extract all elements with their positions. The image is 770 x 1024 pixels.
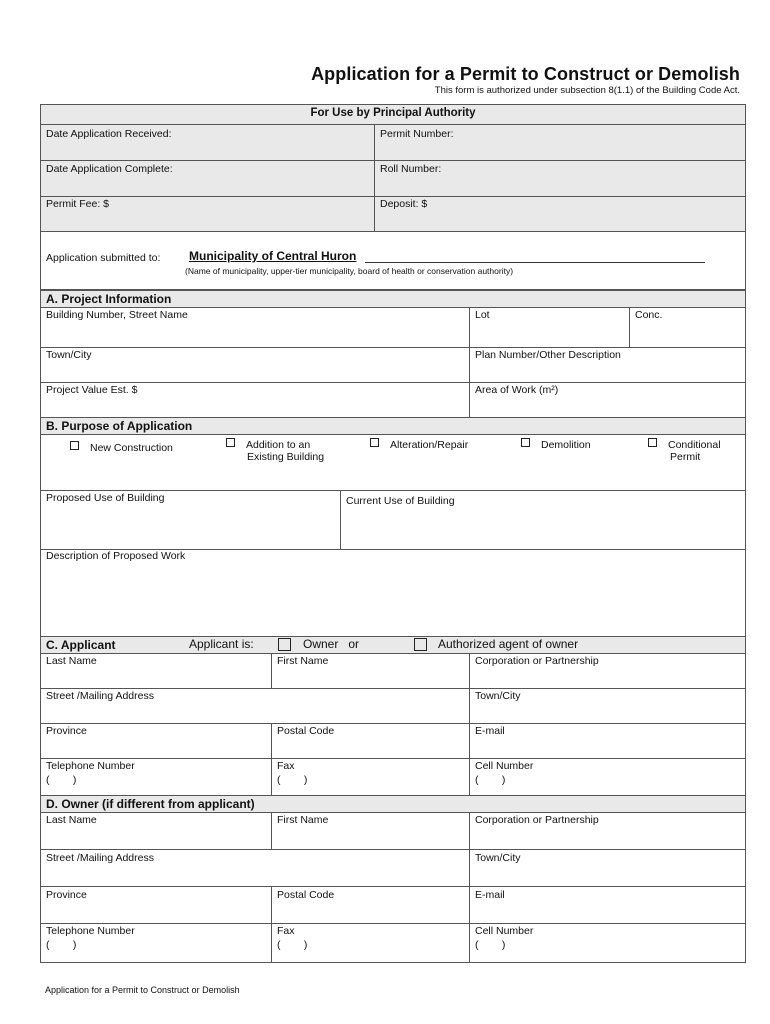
owner-postal-label: Postal Code (277, 889, 335, 901)
checkbox-icon[interactable] (226, 438, 235, 447)
date-received-label: Date Application Received: (46, 128, 172, 140)
form-title: Application for a Permit to Construct or Demolish (311, 64, 740, 84)
plan-number-label: Plan Number/Other Description (475, 349, 621, 361)
applicant-heading: C. Applicant (46, 638, 116, 652)
town-city-field[interactable] (40, 347, 470, 383)
project-heading: A. Project Information (46, 292, 172, 306)
checkbox-icon[interactable] (370, 438, 379, 447)
applicant-email-field[interactable] (469, 723, 746, 759)
conc-label: Conc. (635, 309, 663, 321)
roll-number-label: Roll Number: (380, 163, 442, 175)
current-use-label: Current Use of Building (346, 495, 455, 507)
page-footer: Application for a Permit to Construct or Demolish (45, 985, 240, 995)
applicant-cell-area: ( ) (475, 774, 506, 786)
applicant-postal-label: Postal Code (277, 725, 335, 737)
lot-field[interactable] (469, 307, 630, 348)
description-label: Description of Proposed Work (46, 550, 186, 562)
checkbox-icon[interactable] (648, 438, 657, 447)
municipality-underline (365, 262, 705, 263)
applicant-telephone-area: ( ) (46, 774, 77, 786)
owner-corporation-label: Corporation or Partnership (475, 814, 599, 826)
owner-telephone-area: ( ) (46, 939, 77, 951)
proposed-use-label: Proposed Use of Building (46, 492, 165, 504)
applicant-email-label: E-mail (475, 725, 505, 737)
form-subtitle: This form is authorized under subsection 8(1.1) of the Building Code Act. (434, 85, 740, 96)
applicant-first-name-label: First Name (277, 655, 329, 667)
agent-checkbox[interactable] (414, 638, 427, 651)
owner-last-name-label: Last Name (46, 814, 97, 826)
applicant-fax-label: Fax (277, 760, 295, 772)
submitted-to-label: Application submitted to: (46, 252, 161, 264)
area-of-work-label: Area of Work (m²) (475, 384, 559, 396)
applicant-corporation-label: Corporation or Partnership (475, 655, 599, 667)
owner-province-label: Province (46, 889, 87, 901)
date-complete-label: Date Application Complete: (46, 163, 173, 175)
owner-town-label: Town/City (475, 852, 521, 864)
option-demolition[interactable]: Demolition (521, 438, 591, 452)
applicant-province-label: Province (46, 725, 87, 737)
checkbox-icon[interactable] (521, 438, 530, 447)
checkbox-icon[interactable] (70, 441, 79, 450)
town-city-label: Town/City (46, 349, 92, 361)
applicant-street-label: Street /Mailing Address (46, 690, 154, 702)
option-addition-line2: Existing Building (247, 451, 325, 463)
municipality-name: Municipality of Central Huron (189, 249, 357, 263)
deposit-field[interactable] (374, 196, 746, 232)
applicant-last-name-label: Last Name (46, 655, 97, 667)
option-conditional[interactable]: Conditional (648, 438, 721, 452)
owner-checkbox[interactable] (278, 638, 291, 651)
applicant-heading-bar (40, 636, 746, 654)
authority-heading: For Use by Principal Authority (310, 107, 476, 119)
owner-cell-area: ( ) (475, 939, 506, 951)
permit-number-label: Permit Number: (380, 128, 454, 140)
option-conditional-line2: Permit (670, 451, 701, 463)
owner-or-label: Owner or (303, 637, 360, 651)
applicant-telephone-label: Telephone Number (46, 760, 135, 772)
purpose-heading: B. Purpose of Application (46, 419, 193, 433)
agent-label: Authorized agent of owner (438, 637, 579, 651)
deposit-label: Deposit: $ (380, 198, 428, 210)
applicant-fax-area: ( ) (277, 774, 308, 786)
permit-fee-label: Permit Fee: $ (46, 198, 110, 210)
owner-cell-label: Cell Number (475, 925, 534, 937)
municipality-note: (Name of municipality, upper-tier municipality, board of health or conservation authority) (185, 266, 514, 276)
applicant-town-label: Town/City (475, 690, 521, 702)
building-street-label: Building Number, Street Name (46, 309, 188, 321)
owner-first-name-label: First Name (277, 814, 329, 826)
option-new-construction[interactable]: New Construction (70, 441, 173, 455)
project-value-label: Project Value Est. $ (46, 384, 138, 396)
owner-email-label: E-mail (475, 889, 505, 901)
owner-fax-label: Fax (277, 925, 295, 937)
owner-heading: D. Owner (if different from applicant) (46, 797, 255, 811)
owner-street-label: Street /Mailing Address (46, 852, 154, 864)
applicant-is-label: Applicant is: (189, 637, 254, 651)
option-alteration[interactable]: Alteration/Repair (370, 438, 468, 452)
lot-label: Lot (475, 309, 490, 321)
option-addition[interactable]: Addition to an (226, 438, 310, 452)
applicant-cell-label: Cell Number (475, 760, 534, 772)
owner-email-field[interactable] (469, 886, 746, 924)
owner-telephone-label: Telephone Number (46, 925, 135, 937)
owner-fax-area: ( ) (277, 939, 308, 951)
